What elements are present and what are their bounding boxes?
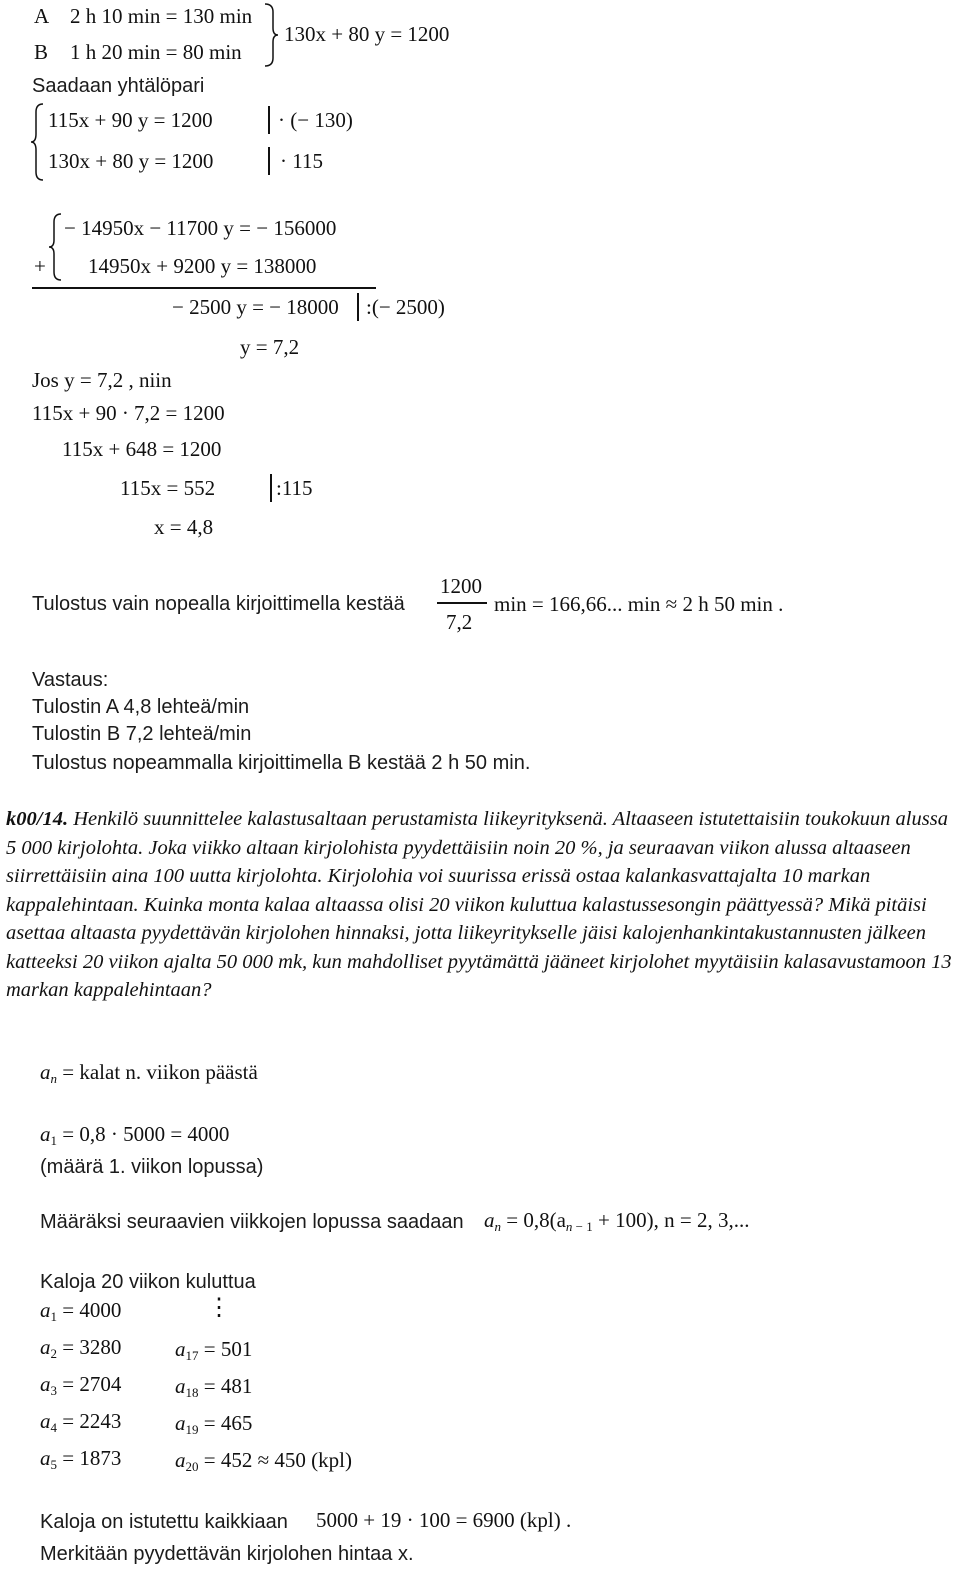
recursion-rhs: = 0,8(a xyxy=(506,1208,566,1232)
elim-sum: − 2500 y = − 18000 xyxy=(172,295,339,319)
merkitaan-text: Merkitään pyydettävän kirjolohen hintaa x. xyxy=(40,1543,414,1565)
row-a-label: A xyxy=(34,4,50,28)
recursion-tail: + 100), n = 2, 3,... xyxy=(598,1208,750,1232)
vastaus-line3: Tulostus nopeammalla kirjoittimella B kestää 2 h 50 min. xyxy=(32,752,531,774)
problem-text: Henkilö suunnittelee kalastusaltaan perustamista liikeyrityksenä. Altaaseen istutettaisiin toukokuun alussa 5 000 kirjolohta. Joka viikko altaan kirjolohista pyydettäisiin noin 20 %, ja seuraavan viikon alussa altaaseen siirrettäisiin aina 100 uutta kirjolohta. Kirjolohia voi suurissa erissä ostaa kalankasvattajalta 10 markan kappalehintaan. Kuinka monta kalaa altaassa olisi 20 viikon kuluttua kalastussesongin päättyessä? Mikä pitäisi asettaa altaasta pyydettävän kirjolohen hinnaksi, jotta liikeyritykselle jäisi kalojenhankintakustannusten jälkeen katteeksi 20 viikon ajalta 50 000 mk, kun mahdolliset pyytämättä jääneet kirjolohet myytäisiin kalasavustamoon 13 markan kappalehintaan? xyxy=(6,808,952,1001)
a-value-left-1: $a_1 = 4000$ xyxy=(40,1298,122,1324)
system-op2: · 115 xyxy=(280,149,323,173)
left-brace xyxy=(46,212,64,282)
subst-line3: 115x = 552 xyxy=(120,476,216,500)
subst-line1: 115x + 90 · 7,2 = 1200 xyxy=(32,401,225,425)
vastaus-line1: Tulostin A 4,8 lehteä/min xyxy=(32,696,250,718)
kaloja-heading: Kaloja 20 viikon kuluttua xyxy=(40,1271,256,1293)
a-value-left-5: $a_5 = 1873$ xyxy=(40,1446,122,1472)
combined-equation: 130x + 80 y = 1200 xyxy=(284,22,450,46)
row-b-label: B xyxy=(34,40,49,64)
istutettu-text: Kaloja on istutettu kaikkiaan xyxy=(40,1511,288,1533)
a1-equation: $a_1 = 0,8 \cdot 5000 = 4000$ xyxy=(40,1122,230,1148)
a-value-right-20: $a_{20} = 452 \approx 450$ (kpl) xyxy=(175,1448,352,1474)
subst-line2: 115x + 648 = 1200 xyxy=(62,437,222,461)
fraction-numerator: 1200 xyxy=(440,574,482,598)
vastaus-heading: Vastaus: xyxy=(32,669,109,691)
a-value-left-2: $a_2 = 3280$ xyxy=(40,1335,122,1361)
a-value-right-18: $a_{18} = 481$ xyxy=(175,1374,253,1400)
fraction-denominator: 7,2 xyxy=(446,610,473,634)
jos-line: Jos y = 7,2 , niin xyxy=(32,368,172,392)
system-eq2: 130x + 80 y = 1200 xyxy=(48,149,214,173)
a1-equation-text: = 0,8 · 5000 = 4000 xyxy=(62,1122,230,1146)
an-definition-text: = kalat n. viikon päästä xyxy=(62,1060,258,1084)
operation-bar xyxy=(270,474,272,502)
a-value-left-4: $a_4 = 2243$ xyxy=(40,1409,122,1435)
recursion-text: Määräksi seuraavien viikkojen lopussa saadaan xyxy=(40,1211,464,1233)
x-result: x = 4,8 xyxy=(154,515,214,539)
tulostus-result: min = 166,66... min ≈ 2 h 50 min . xyxy=(494,592,784,616)
row-a-expr: 2 h 10 min = 130 min xyxy=(70,4,253,28)
saadaan-text: Saadaan yhtälöpari xyxy=(32,75,205,97)
a-value-right-19: $a_{19} = 465$ xyxy=(175,1411,253,1437)
system-op1: · (− 130) xyxy=(278,108,353,132)
elim-eq2: 14950x + 9200 y = 138000 xyxy=(88,254,317,278)
problem-paragraph xyxy=(6,805,954,1005)
sum-line xyxy=(32,287,376,289)
maara-text: (määrä 1. viikon lopussa) xyxy=(40,1156,264,1178)
vastaus-line2: Tulostin B 7,2 lehteä/min xyxy=(32,723,252,745)
elim-sum-op: :(− 2500) xyxy=(366,295,445,319)
subst-op3: :115 xyxy=(276,476,313,500)
right-brace xyxy=(262,2,280,68)
left-brace xyxy=(28,102,46,182)
system-eq1: 115x + 90 y = 1200 xyxy=(48,108,213,132)
istutettu-expr: 5000 + 19 · 100 = 6900 (kpl) . xyxy=(316,1508,572,1532)
elim-eq1: − 14950x − 11700 y = − 156000 xyxy=(64,216,337,240)
plus-sign: + xyxy=(34,254,46,278)
row-b-expr: 1 h 20 min = 80 min xyxy=(70,40,242,64)
operation-bar xyxy=(268,147,270,175)
problem-id: k00/14. xyxy=(6,808,69,830)
operation-bar xyxy=(357,293,359,321)
tulostus-text: Tulostus vain nopealla kirjoittimella kestää xyxy=(32,593,405,615)
a-value-right-17: $a_{17} = 501$ xyxy=(175,1337,253,1363)
an-definition: $a_n$ = kalat n. viikon päästä xyxy=(40,1060,258,1086)
a-value-left-3: $a_3 = 2704$ xyxy=(40,1372,122,1398)
fraction-bar xyxy=(437,602,487,604)
operation-bar xyxy=(268,106,270,134)
y-result: y = 7,2 xyxy=(240,335,300,359)
vertical-ellipsis: ⋮ xyxy=(207,1295,231,1321)
recursion-formula: $a_n = 0,8(a_{n - 1} + 100)$, n = 2, 3,... xyxy=(484,1208,750,1234)
